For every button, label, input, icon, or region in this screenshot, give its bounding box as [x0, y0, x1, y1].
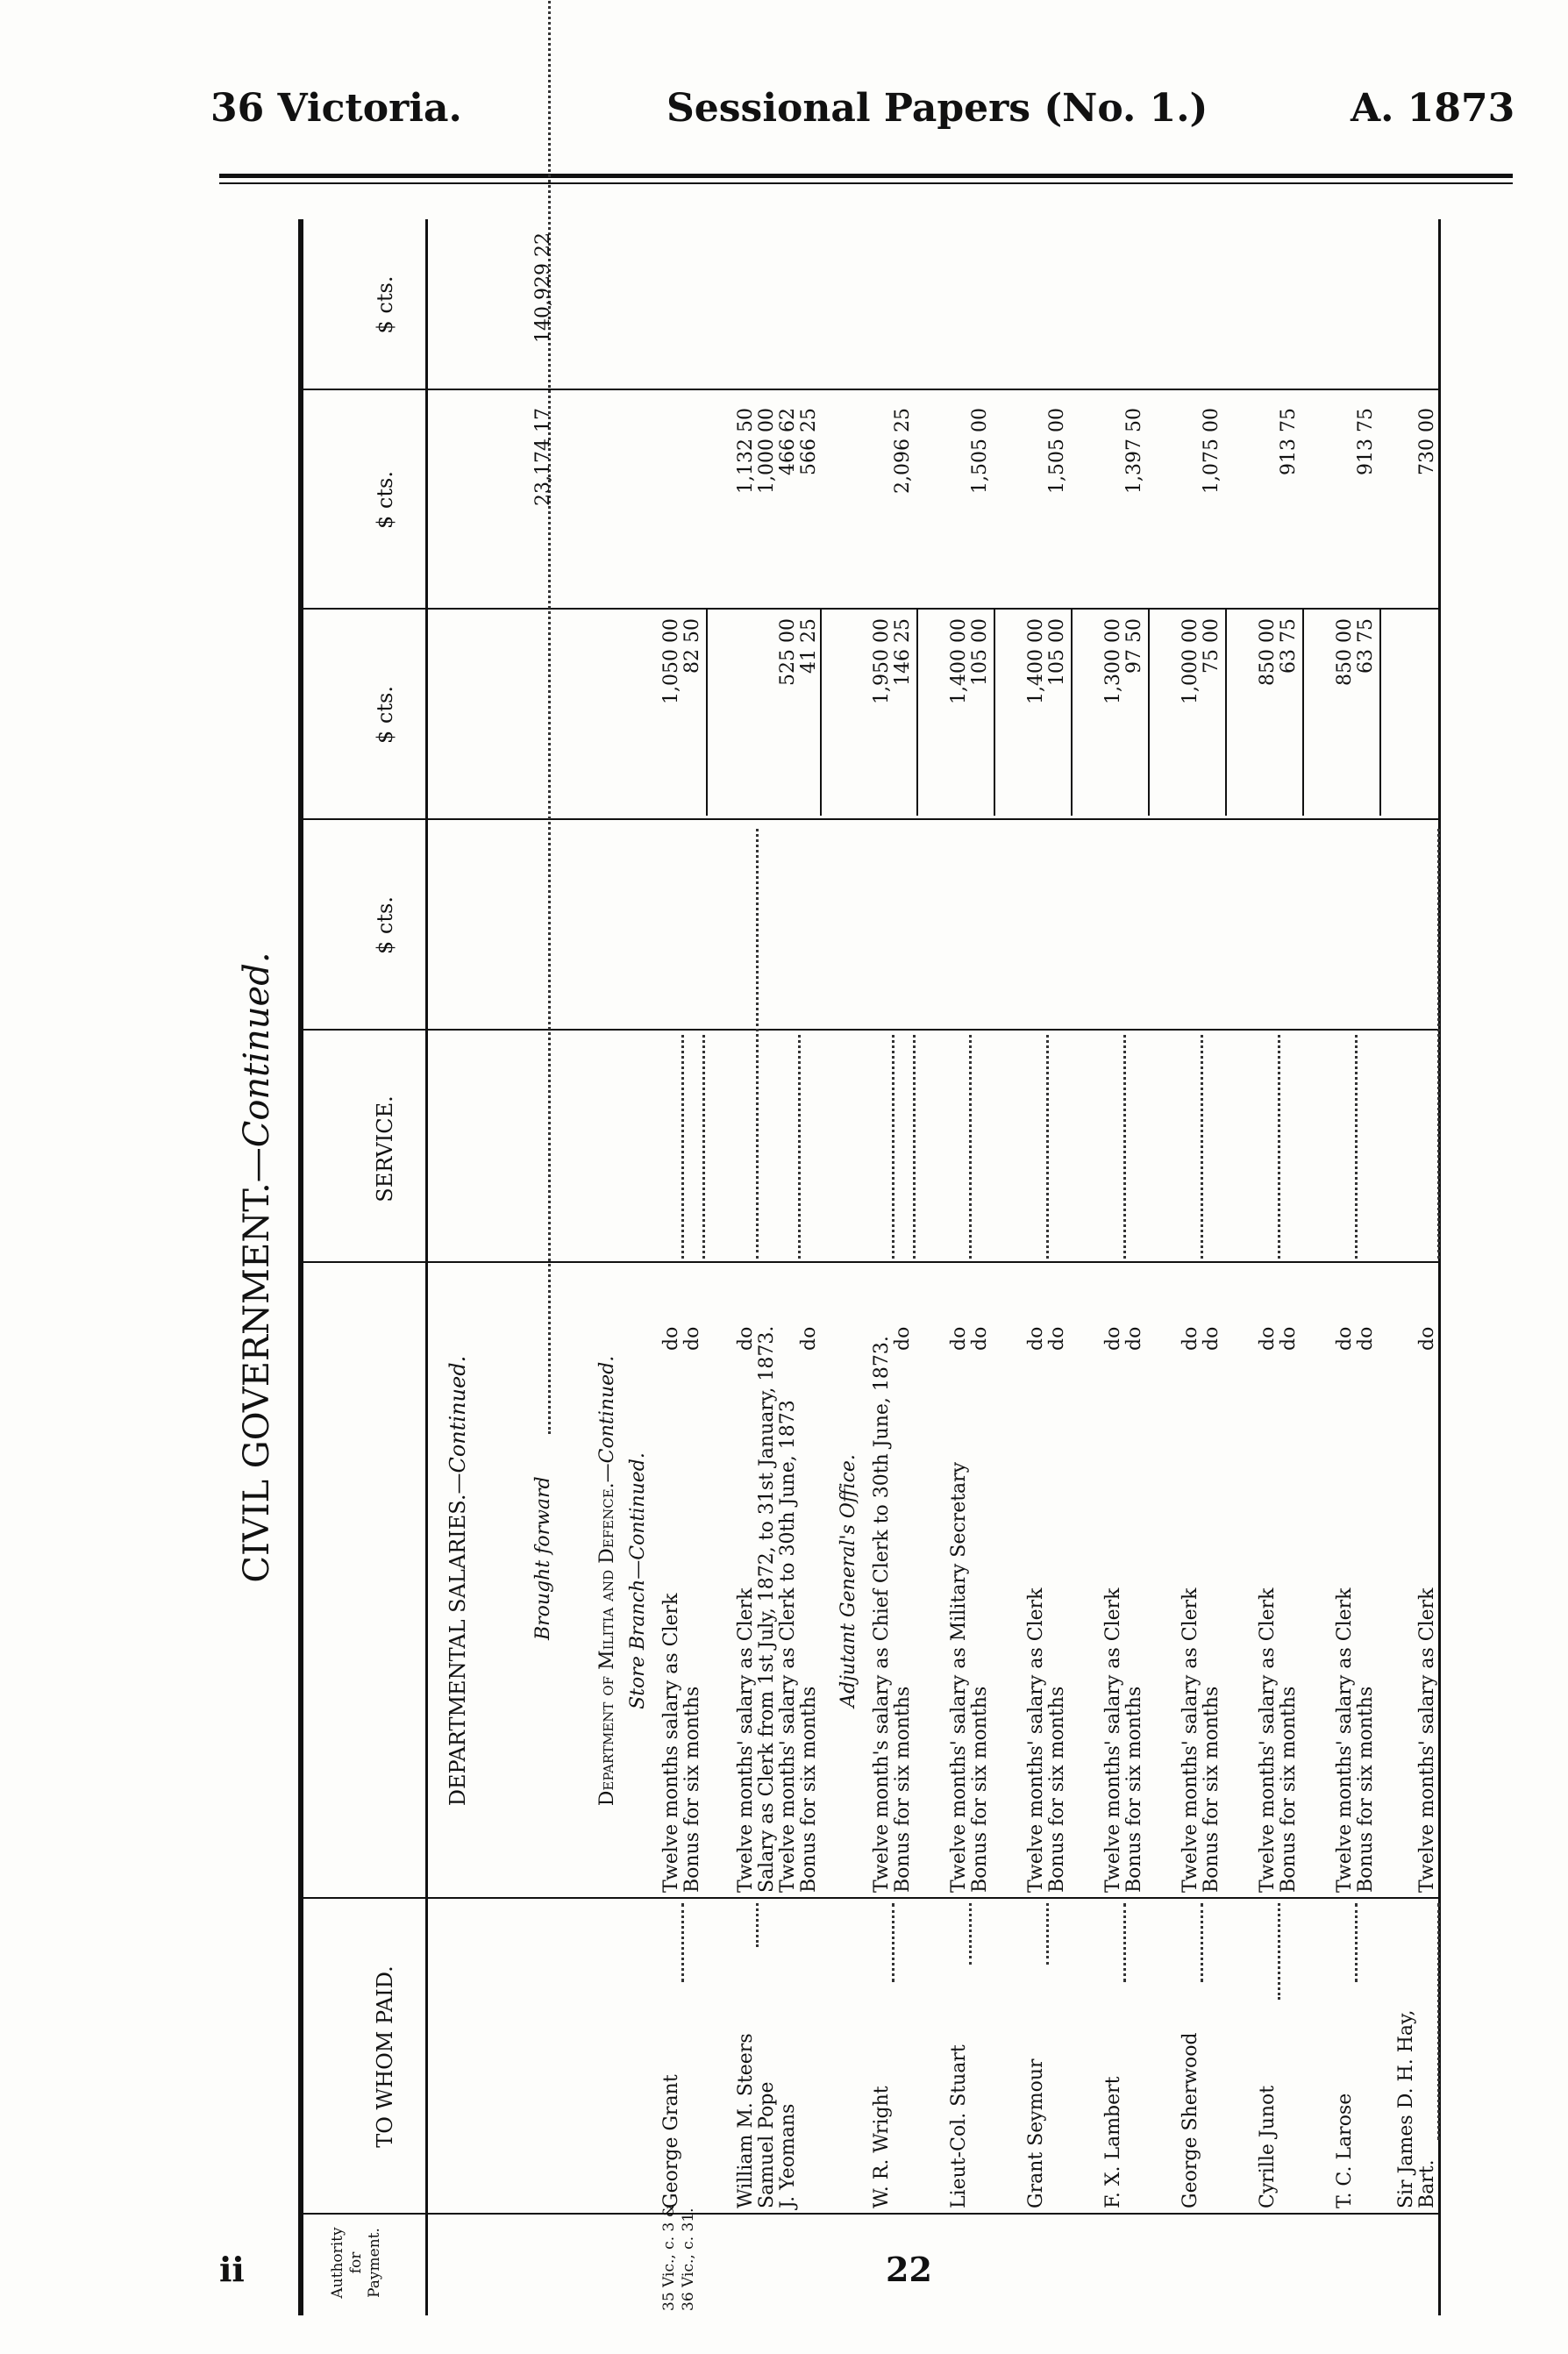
colh-authority: [329, 2219, 384, 2307]
brought-forward-label: Brought forward: [532, 1476, 554, 1640]
dots-payee: [756, 1903, 759, 1947]
row5-do-1: do: [1025, 1326, 1047, 1351]
row4-total: 1,505 00: [969, 408, 991, 494]
row2-service-2: Salary as Clerk from 1st July, 1872, to 31st January, 1873.: [756, 1325, 778, 1893]
row1-do-1: do: [660, 1326, 682, 1351]
section-store: Store Branch—Continued.: [627, 1452, 649, 1709]
row1-payee: George Grant: [660, 2074, 682, 2208]
dots-payee: [1046, 1903, 1049, 1965]
colh-dollars-4: $ cts.: [373, 275, 397, 334]
colh-dollars-2: $ cts.: [373, 686, 397, 744]
row2-service-1: Twelve months' salary as Clerk: [735, 1587, 757, 1893]
row5-total: 1,505 00: [1046, 408, 1068, 494]
row2-total-2: 1,000 00: [756, 408, 778, 494]
row7-service-2: Bonus for six months: [1201, 1686, 1222, 1893]
row6-amt-2: 97 50: [1123, 618, 1145, 674]
section-departmental-continued: Continued.: [445, 1355, 470, 1473]
row9-service-1: Twelve months' salary as Clerk: [1334, 1587, 1356, 1893]
row6-service-1: Twelve months' salary as Clerk: [1102, 1587, 1124, 1893]
colh-dollars-3: $ cts.: [373, 471, 397, 529]
row2-amt-1: 525 00: [777, 618, 799, 686]
margin-roman: ii: [219, 2250, 245, 2289]
dots-col1: [1355, 1035, 1358, 1259]
dots-col1: [681, 1035, 684, 1259]
colh-authority-1: Authority: [329, 2227, 346, 2299]
row2-service-3: Twelve months' salary as Clerk to 30th June, 1873: [777, 1400, 799, 1893]
row4-amt-2: 105 00: [969, 618, 991, 686]
row2-total-1: 1,132 50: [735, 408, 757, 494]
title-main: CIVIL GOVERNMENT.—: [237, 1147, 277, 1583]
colh-service: SERVICE.: [373, 1095, 397, 1202]
row1-do-2: do: [681, 1326, 703, 1351]
row5-amt-1: 1,400 00: [1025, 618, 1047, 704]
col-sep-2: [298, 1897, 1438, 1899]
row4-do-2: do: [969, 1326, 991, 1351]
row5-do-2: do: [1046, 1326, 1068, 1351]
dots-col1: [1201, 1035, 1203, 1259]
dots-col1: [798, 1035, 801, 1259]
row9-amt-1: 850 00: [1334, 618, 1356, 686]
dots-col1: [756, 829, 759, 1259]
dots-payee: [681, 1903, 684, 1982]
row6-do-2: do: [1123, 1326, 1145, 1351]
row9-service-2: Bonus for six months: [1355, 1686, 1377, 1893]
section-adjutant: Adjutant General's Office.: [837, 1454, 859, 1708]
table-header-rule: [425, 219, 428, 2315]
row2-amt-2: 41 25: [798, 618, 820, 674]
row5-payee: Grant Seymour: [1025, 2058, 1047, 2208]
row3-do: do: [892, 1326, 914, 1351]
dots-col1: [1437, 829, 1440, 1259]
row10-payee-2: Bart.: [1416, 2159, 1438, 2208]
row1-service-2: Bonus for six months: [681, 1686, 703, 1893]
row4-service-2: Bonus for six months: [969, 1686, 991, 1893]
sub-rule: [706, 610, 708, 816]
row6-do-1: do: [1102, 1326, 1124, 1351]
row10-total: 730 00: [1416, 408, 1438, 475]
row2-total-3: 466 62: [777, 408, 799, 475]
row10-payee-1: Sir James D. H. Hay,: [1395, 2009, 1417, 2208]
sub-rule: [1379, 610, 1381, 816]
colh-dollars-1: $ cts.: [373, 896, 397, 954]
row7-amt-2: 75 00: [1201, 618, 1222, 674]
row10-do: do: [1416, 1326, 1438, 1351]
row2-payee-3: J. Yeomans: [777, 2103, 799, 2208]
authority-line-2: 36 Vic., c. 31.: [680, 2208, 697, 2311]
section-departmental: [447, 1267, 469, 1894]
col-sep-1: [298, 2213, 1438, 2215]
dots-payee: [969, 1903, 972, 1965]
row2-payee-2: Samuel Pope: [756, 2081, 778, 2208]
colh-authority-3: Payment.: [366, 2228, 383, 2298]
dots-col1: [913, 1035, 916, 1259]
sub-rule: [1071, 610, 1073, 816]
row8-amt-1: 850 00: [1257, 618, 1279, 686]
sub-rule: [1148, 610, 1150, 816]
row9-payee: T. C. Larose: [1334, 2093, 1356, 2208]
row7-amt-1: 1,000 00: [1180, 618, 1201, 704]
rotated-table: [224, 219, 1451, 2315]
col-sep-6: [298, 608, 1438, 610]
row6-total: 1,397 50: [1123, 408, 1145, 494]
dots-payee: [892, 1903, 894, 1982]
section-militia-text: Department of Militia and Defence.—: [596, 1463, 618, 1807]
row6-payee: F. X. Lambert: [1102, 2076, 1124, 2208]
colh-to-whom: TO WHOM PAID.: [373, 1965, 397, 2148]
dots-payee: [1123, 1903, 1126, 1982]
row2-service-4: Bonus for six months: [798, 1686, 820, 1893]
row1-service-1: Twelve months salary as Clerk: [660, 1593, 682, 1893]
dots-payee: [1355, 1903, 1358, 1982]
row3-amt-1: 1,950 00: [871, 618, 893, 704]
row7-service-1: Twelve months' salary as Clerk: [1180, 1587, 1201, 1893]
row9-amt-2: 63 75: [1355, 618, 1377, 674]
dots-col1: [702, 1035, 705, 1259]
header-session: 36 Victoria.: [210, 86, 462, 131]
row8-total: 913 75: [1278, 408, 1300, 475]
row1-amt-1: 1,050 00: [660, 618, 682, 704]
row6-amt-1: 1,300 00: [1102, 618, 1124, 704]
row2-do-2: do: [798, 1326, 820, 1351]
brought-forward-dots: [548, 0, 551, 1434]
section-departmental-text: DEPARTMENTAL SALARIES.—: [445, 1473, 470, 1807]
row8-do-1: do: [1257, 1326, 1279, 1351]
brought-forward-amount-2: 140,929 22: [532, 232, 554, 343]
row5-amt-2: 105 00: [1046, 618, 1068, 686]
dots-col1: [969, 1035, 972, 1259]
row6-service-2: Bonus for six months: [1123, 1686, 1145, 1893]
row5-service-1: Twelve months' salary as Clerk: [1025, 1587, 1047, 1893]
row3-service-2: Bonus for six months: [892, 1686, 914, 1893]
row8-amt-2: 63 75: [1278, 618, 1300, 674]
row9-do-2: do: [1355, 1326, 1377, 1351]
sub-rule: [994, 610, 995, 816]
row5-service-2: Bonus for six months: [1046, 1686, 1068, 1893]
row3-payee: W. R. Wright: [871, 2086, 893, 2208]
dots-payee: [1201, 1903, 1203, 1982]
header-title: Sessional Papers (No. 1.): [666, 86, 1208, 131]
row4-do-1: do: [948, 1326, 970, 1351]
row7-total: 1,075 00: [1201, 408, 1222, 494]
header-rule: [219, 174, 1513, 178]
dots-col1: [892, 1035, 894, 1259]
row8-service-2: Bonus for six months: [1278, 1686, 1300, 1893]
sub-rule: [1302, 610, 1304, 816]
header-year: A. 1873: [1351, 86, 1515, 131]
row4-amt-1: 1,400 00: [948, 618, 970, 704]
row4-payee: Lieut-Col. Stuart: [948, 2044, 970, 2208]
table-top-rule: [298, 219, 303, 2315]
row3-amt-2: 146 25: [892, 618, 914, 686]
section-militia-continued: Continued.: [596, 1355, 618, 1464]
row8-payee: Cyrille Junot: [1257, 2085, 1279, 2208]
dots-col1: [1278, 1035, 1280, 1259]
title-suffix: Continued.: [237, 952, 277, 1148]
col-sep-3: [298, 1261, 1438, 1263]
row2-total-4: 566 25: [798, 408, 820, 475]
table-title: [237, 219, 277, 2315]
header-rule-thin: [219, 182, 1513, 184]
row2-do-1: do: [735, 1326, 757, 1351]
dots-payee: [1437, 1903, 1440, 2140]
col-sep-7: [298, 389, 1438, 390]
page-number: 22: [886, 2250, 932, 2289]
row10-service: Twelve months' salary as Clerk: [1416, 1587, 1438, 1893]
dots-col1: [1046, 1035, 1049, 1259]
row3-service-1: Twelve month's salary as Chief Clerk to 30th June, 1873.: [871, 1336, 893, 1893]
sub-rule: [916, 610, 918, 816]
row7-do-1: do: [1180, 1326, 1201, 1351]
row2-payee-1: William M. Steers: [735, 2033, 757, 2208]
col-sep-5: [298, 818, 1438, 820]
dots-col1: [1123, 1035, 1126, 1259]
row1-amt-2: 82 50: [681, 618, 703, 674]
row8-do-2: do: [1278, 1326, 1300, 1351]
row7-payee: George Sherwood: [1180, 2032, 1201, 2208]
dots-payee: [1278, 1903, 1280, 2000]
row4-service-1: Twelve months' salary as Military Secretary: [948, 1461, 970, 1893]
authority-line-1: 35 Vic., c. 3 &: [660, 2204, 678, 2311]
col-sep-4: [298, 1029, 1438, 1031]
row9-total: 913 75: [1355, 408, 1377, 475]
colh-authority-2: for: [347, 2251, 365, 2274]
brought-forward-amount-1: 23,174 17: [532, 408, 554, 506]
section-militia: [596, 1267, 618, 1894]
sub-rule: [1225, 610, 1227, 816]
row8-service-1: Twelve months' salary as Clerk: [1257, 1587, 1279, 1893]
sub-rule: [820, 610, 822, 816]
row7-do-2: do: [1201, 1326, 1222, 1351]
row9-do-1: do: [1334, 1326, 1356, 1351]
row3-total: 2,096 25: [892, 408, 914, 494]
